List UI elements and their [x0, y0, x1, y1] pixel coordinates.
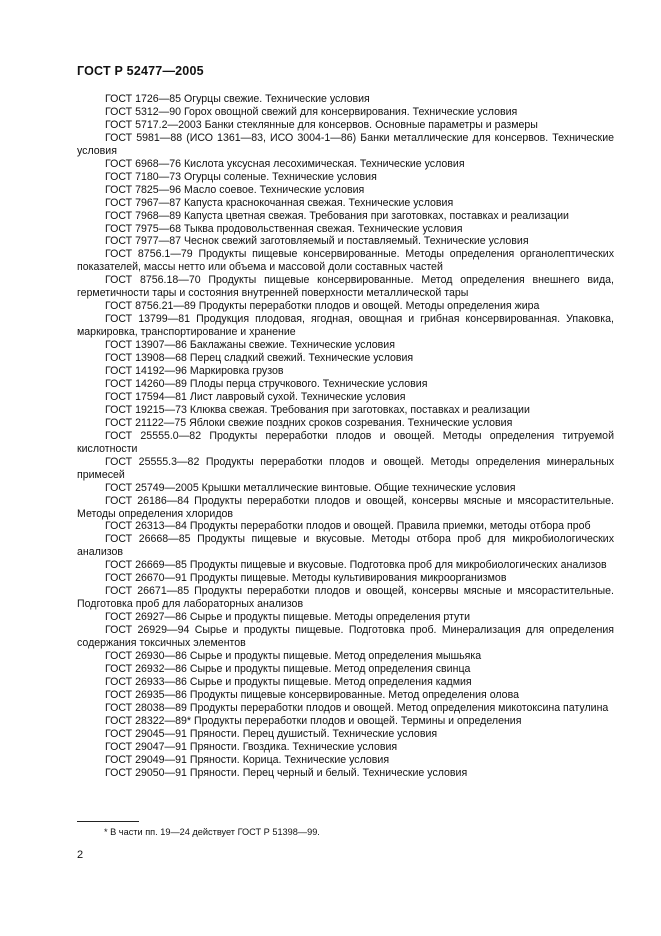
page-number: 2 [77, 849, 84, 861]
reference-entry: ГОСТ 5981—88 (ИСО 1361—83, ИСО 3004-1—86) Банки металлические для консервов. Технические условия [77, 131, 614, 157]
reference-entry: ГОСТ 26929—94 Сырье и продукты пищевые. Подготовка проб. Минерализация для определения содержания токсичных элементов [77, 624, 614, 650]
reference-entry: ГОСТ 26669—85 Продукты пищевые и вкусовые. Подготовка проб для микробиологических анализов [105, 559, 607, 572]
reference-entry: ГОСТ 14260—89 Плоды перца стручкового. Технические условия [105, 377, 428, 390]
reference-entry: ГОСТ 8756.21—89 Продукты переработки плодов и овощей. Методы определения жира [105, 300, 540, 313]
reference-entry: ГОСТ 26186—84 Продукты переработки плодов и овощей, консервы мясные и мясорастительные. Методы определения хлоридов [77, 494, 614, 520]
reference-entry: ГОСТ 13907—86 Баклажаны свежие. Технические условия [105, 339, 395, 352]
reference-entry: ГОСТ 29045—91 Пряности. Перец душистый. Технические условия [105, 727, 438, 740]
references-list [77, 93, 614, 780]
reference-entry: ГОСТ 7968—89 Капуста цветная свежая. Требования при заготовках, поставках и реализации [105, 209, 569, 222]
reference-entry: ГОСТ 5717.2—2003 Банки стеклянные для консервов. Основные параметры и размеры [105, 118, 538, 131]
reference-entry: ГОСТ 26930—86 Сырье и продукты пищевые. Метод определения мышьяка [105, 649, 482, 662]
reference-entry: ГОСТ 26313—84 Продукты переработки плодов и овощей. Правила приемки, методы отбора проб [105, 520, 591, 533]
reference-entry: ГОСТ 29047—91 Пряности. Гвоздика. Технические условия [105, 740, 398, 753]
reference-entry: ГОСТ 26671—85 Продукты переработки плодов и овощей, консервы мясные и мясорастительные. Подготовка проб для лабораторных анализов [77, 585, 614, 611]
footnote: * В части пп. 19—24 действует ГОСТ Р 51398—99. [104, 827, 320, 837]
reference-entry: ГОСТ 17594—81 Лист лавровый сухой. Технические условия [105, 390, 406, 403]
reference-entry: ГОСТ 13908—68 Перец сладкий свежий. Технические условия [105, 352, 414, 365]
reference-entry: ГОСТ 26935—86 Продукты пищевые консервированные. Метод определения олова [105, 688, 519, 701]
reference-entry: ГОСТ 26670—91 Продукты пищевые. Методы культивирования микроорганизмов [105, 572, 507, 585]
footnote-divider [77, 821, 139, 822]
reference-entry: ГОСТ 14192—96 Маркировка грузов [105, 365, 284, 378]
reference-entry: ГОСТ 6968—76 Кислота уксусная лесохимическая. Технические условия [105, 157, 465, 170]
reference-entry: ГОСТ 21122—75 Яблоки свежие поздних сроков созревания. Технические условия [105, 416, 513, 429]
reference-entry: ГОСТ 7977—87 Чеснок свежий заготовляемый и поставляемый. Технические условия [105, 235, 529, 248]
reference-entry: ГОСТ 7975—68 Тыква продовольственная свежая. Технические условия [105, 222, 463, 235]
reference-entry: ГОСТ 5312—90 Горох овощной свежий для консервирования. Технические условия [105, 105, 518, 118]
reference-entry: ГОСТ 26668—85 Продукты пищевые и вкусовые. Методы отбора проб для микробиологических анализов [77, 533, 614, 559]
reference-entry: ГОСТ 7967—87 Капуста краснокочанная свежая. Технические условия [105, 196, 454, 209]
reference-entry: ГОСТ 13799—81 Продукция плодовая, ягодная, овощная и грибная консервированная. Упаковка, маркировка, транспортирование и хранение [77, 313, 614, 339]
reference-entry: ГОСТ 25555.3—82 Продукты переработки плодов и овощей. Методы определения минеральных примесей [77, 455, 614, 481]
reference-entry: ГОСТ 7180—73 Огурцы соленые. Технические условия [105, 170, 377, 183]
reference-entry: ГОСТ 26932—86 Сырье и продукты пищевые. Метод определения свинца [105, 662, 471, 675]
reference-entry: ГОСТ 8756.1—79 Продукты пищевые консервированные. Методы определения органолептических показателей, массы нетто или объема и массовой доли составных частей [77, 248, 614, 274]
reference-entry: ГОСТ 19215—73 Клюква свежая. Требования при заготовках, поставках и реализации [105, 403, 530, 416]
reference-entry: ГОСТ 28322—89* Продукты переработки плодов и овощей. Термины и определения [105, 714, 522, 727]
reference-entry: ГОСТ 29050—91 Пряности. Перец черный и белый. Технические условия [105, 766, 468, 779]
reference-entry: ГОСТ 1726—85 Огурцы свежие. Технические условия [105, 93, 370, 105]
reference-entry: ГОСТ 7825—96 Масло соевое. Технические условия [105, 183, 365, 196]
page-header: ГОСТ Р 52477—2005 [77, 64, 204, 78]
reference-entry: ГОСТ 26933—86 Сырье и продукты пищевые. Метод определения кадмия [105, 675, 472, 688]
reference-entry: ГОСТ 29049—91 Пряности. Корица. Технические условия [105, 753, 390, 766]
reference-entry: ГОСТ 28038—89 Продукты переработки плодов и овощей. Метод определения микотоксина патулина [105, 701, 609, 714]
reference-entry: ГОСТ 26927—86 Сырье и продукты пищевые. Методы определения ртути [105, 611, 471, 624]
reference-entry: ГОСТ 25749—2005 Крышки металлические винтовые. Общие технические условия [105, 481, 516, 494]
reference-entry: ГОСТ 8756.18—70 Продукты пищевые консервированные. Метод определения внешнего вида, герметичности тары и состояния внутренней поверхности металлической тары [77, 274, 614, 300]
reference-entry: ГОСТ 25555.0—82 Продукты переработки плодов и овощей. Методы определения титруемой кислотности [77, 429, 614, 455]
